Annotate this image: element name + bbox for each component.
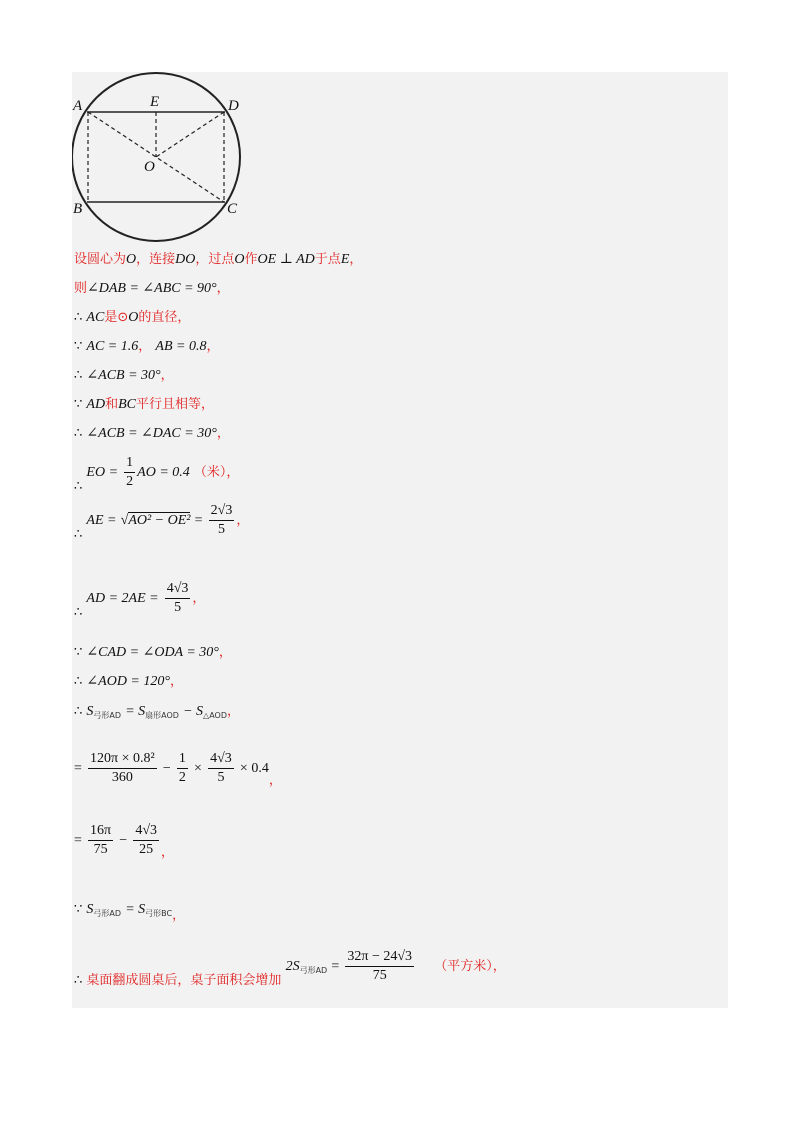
numerator: 4√3 — [133, 822, 159, 841]
therefore-icon: ∴ — [74, 704, 83, 719]
because-icon: ∵ — [74, 397, 83, 412]
denominator: 2 — [178, 770, 186, 785]
fraction — [88, 750, 157, 787]
expr: AE = — [86, 513, 117, 528]
text: 桌面翻成圆桌后，桌子面积会增加 — [86, 973, 282, 988]
subscript: 弓形BC — [145, 909, 173, 918]
numerator: 2√3 — [209, 502, 235, 521]
expr: − S — [183, 704, 204, 719]
var: E — [340, 252, 350, 267]
fraction — [124, 454, 135, 491]
fraction — [177, 750, 188, 787]
var: O — [128, 310, 139, 325]
var: O — [126, 252, 137, 267]
numerator: 16π — [88, 822, 113, 841]
therefore-icon: ∴ — [74, 310, 83, 325]
numerator: 1 — [124, 454, 135, 473]
area-symbol: 2S — [285, 959, 300, 974]
area-symbol: S — [86, 704, 94, 719]
text: ， — [192, 591, 206, 606]
expr: ∠ACB = ∠DAC = 30° — [86, 426, 217, 441]
text: ，连接 — [136, 252, 176, 267]
text: 于点 — [314, 252, 341, 267]
step-14 — [74, 750, 282, 789]
step-6 — [74, 397, 214, 413]
text: ， — [236, 513, 250, 528]
label-e: E — [150, 94, 160, 110]
text: ， — [349, 252, 363, 267]
because-icon: ∵ — [74, 645, 83, 660]
text: ， — [169, 674, 183, 689]
step-4 — [74, 339, 220, 355]
step-9: ∴ AE = √AO² − OE² = $\frac{2√3}{5}$ ， — [74, 503, 250, 542]
numerator: 120π × 0.8² — [88, 750, 157, 769]
numerator: 1 — [177, 750, 188, 769]
therefore-icon: ∴ — [74, 479, 83, 494]
therefore-icon: ∴ — [74, 674, 83, 689]
subscript: 弓形AD — [93, 711, 122, 720]
step-3 — [74, 310, 190, 326]
step-15 — [74, 822, 174, 861]
fraction — [88, 822, 113, 859]
equals: = — [74, 833, 82, 848]
denominator: 25 — [139, 842, 154, 857]
step-10 — [74, 580, 205, 621]
therefore-icon: ∴ — [74, 426, 83, 441]
therefore-icon: ∴ — [74, 368, 83, 383]
step-17 — [74, 948, 506, 989]
denominator: 360 — [111, 770, 133, 785]
label-o: O — [144, 159, 155, 175]
denominator: 2 — [126, 474, 134, 489]
label-a: A — [73, 98, 83, 114]
text: 则 — [74, 281, 88, 296]
minus: − — [162, 761, 171, 776]
text: ，过点 — [195, 252, 235, 267]
step-12 — [74, 674, 183, 690]
expr: ∠CAD = ∠ODA = 30° — [86, 645, 219, 660]
subscript: 弓形AD — [93, 909, 122, 918]
minus: − — [119, 833, 128, 848]
fraction — [208, 750, 234, 787]
step-11 — [74, 645, 232, 661]
text: ， — [216, 281, 230, 296]
step-7 — [74, 426, 230, 442]
solution-panel — [72, 72, 728, 1008]
text: （平方米）， — [434, 959, 506, 974]
step-2 — [74, 281, 230, 297]
text: （米）， — [193, 465, 240, 480]
denominator: 5 — [217, 770, 225, 785]
text: ， — [216, 426, 230, 441]
expr: AC = 1.6 — [86, 339, 139, 354]
therefore-icon: ∴ — [74, 527, 83, 542]
text: 的直径， — [138, 310, 191, 325]
equals: = — [331, 959, 340, 974]
numerator: 32π − 24√3 — [345, 948, 414, 967]
fraction — [209, 502, 235, 539]
expr: = S — [125, 902, 146, 917]
area-symbol: S — [86, 902, 94, 917]
step-16 — [74, 902, 185, 924]
denominator: 5 — [218, 522, 226, 537]
circle-rectangle-figure — [72, 72, 272, 247]
step-5 — [74, 368, 174, 384]
text: ， — [172, 908, 186, 923]
expr: ∠DAB = ∠ABC = 90° — [87, 281, 217, 296]
step-8 — [74, 454, 239, 495]
expr: AB = 0.8 — [155, 339, 207, 354]
text: ， — [218, 645, 232, 660]
text: ， — [160, 368, 174, 383]
text: ， — [161, 845, 175, 860]
var: O — [234, 252, 245, 267]
numerator: 4√3 — [165, 580, 191, 599]
times: × — [194, 761, 202, 776]
subscript: 扇形AOD — [145, 711, 179, 720]
label-c: C — [227, 201, 238, 217]
text: ， — [227, 704, 241, 719]
var: AD — [86, 397, 106, 412]
text: 设圆心为 — [74, 252, 127, 267]
fraction — [165, 580, 191, 617]
var: BC — [118, 397, 136, 412]
denominator: 75 — [93, 842, 108, 857]
text: 作 — [244, 252, 258, 267]
var: DO — [175, 252, 196, 267]
text: ， — [138, 339, 152, 354]
expr: × 0.4 — [239, 761, 269, 776]
text: 和 — [105, 397, 119, 412]
radicand: AO² − OE² — [128, 513, 191, 528]
expr: ∠AOD = 120° — [86, 674, 170, 689]
text: ， — [206, 339, 220, 354]
equals: = — [74, 761, 82, 776]
expr: EO = — [86, 465, 119, 480]
var: AC — [86, 310, 105, 325]
fraction — [133, 822, 159, 859]
denominator: 75 — [372, 968, 387, 983]
label-b: B — [73, 201, 83, 217]
denominator: 5 — [174, 600, 182, 615]
subscript: 弓形AD — [299, 966, 328, 975]
because-icon: ∵ — [74, 902, 83, 917]
text: ， — [268, 773, 282, 788]
expr: = S — [125, 704, 146, 719]
subscript: △AOD — [203, 711, 227, 720]
var: OE ⊥ AD — [257, 252, 315, 267]
equals: = — [194, 513, 203, 528]
step-1 — [74, 252, 362, 268]
fraction — [345, 948, 414, 985]
numerator: 4√3 — [208, 750, 234, 769]
label-d: D — [228, 98, 239, 114]
therefore-icon: ∴ — [74, 973, 83, 988]
step-13 — [74, 704, 240, 724]
expr: ∠ACB = 30° — [86, 368, 161, 383]
expr: AO = 0.4 — [137, 465, 190, 480]
text: 是 — [104, 310, 118, 325]
therefore-icon: ∴ — [74, 605, 83, 620]
circle-symbol-icon: ⊙ — [117, 310, 129, 325]
segment-do — [156, 112, 224, 157]
expr: AD = 2AE = — [86, 591, 159, 606]
text: 平行且相等， — [136, 397, 215, 412]
because-icon: ∵ — [74, 339, 83, 354]
